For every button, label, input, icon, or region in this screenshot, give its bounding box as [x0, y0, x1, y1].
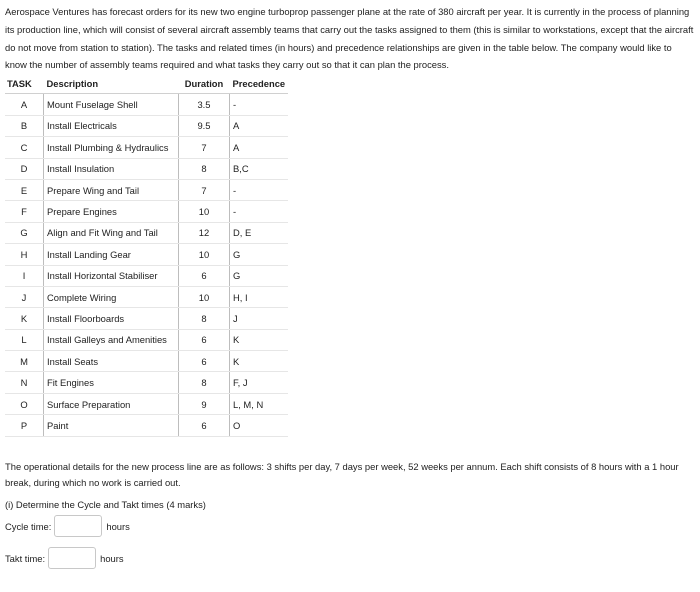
task-duration: 6	[179, 265, 230, 286]
task-description: Mount Fuselage Shell	[44, 94, 179, 115]
table-row	[5, 179, 288, 200]
task-precedence: G	[230, 244, 289, 265]
table-row	[5, 265, 288, 286]
task-duration: 10	[179, 286, 230, 307]
task-duration: 12	[179, 222, 230, 243]
task-precedence: K	[230, 329, 289, 350]
task-duration: 9.5	[179, 115, 230, 136]
task-description: Complete Wiring	[44, 286, 179, 307]
table-row	[5, 158, 288, 179]
task-precedence: -	[230, 94, 289, 115]
task-duration: 8	[179, 308, 230, 329]
table-row	[5, 351, 288, 372]
task-description: Prepare Engines	[44, 201, 179, 222]
task-description: Install Horizontal Stabiliser	[44, 265, 179, 286]
task-table	[5, 73, 288, 437]
task-duration: 7	[179, 137, 230, 158]
task-id: O	[5, 393, 44, 414]
task-id: N	[5, 372, 44, 393]
takt-time-input[interactable]	[48, 547, 96, 569]
table-row	[5, 415, 288, 436]
task-description: Install Plumbing & Hydraulics	[44, 137, 179, 158]
task-id: M	[5, 351, 44, 372]
operational-details: The operational details for the new process line are as follows: 3 shifts per day, 7 days per week, 52 weeks per annum. Each shift consists of 8 hours with a 1 hour break, during which no work is carried out.	[5, 461, 679, 488]
task-id: P	[5, 415, 44, 436]
takt-time-row	[5, 547, 124, 569]
table-row	[5, 372, 288, 393]
task-precedence: H, I	[230, 286, 289, 307]
task-duration: 8	[179, 372, 230, 393]
task-id: C	[5, 137, 44, 158]
task-id: K	[5, 308, 44, 329]
task-id: A	[5, 94, 44, 115]
task-precedence: G	[230, 265, 289, 286]
header-description: Description	[44, 73, 179, 94]
cycle-time-input[interactable]	[54, 515, 102, 537]
task-id: D	[5, 158, 44, 179]
task-id: F	[5, 201, 44, 222]
intro-paragraph: Aerospace Ventures has forecast orders for its new two engine turboprop passenger plane at the rate of 380 aircraft per year. It is currently in the process of planning its production line, which will consist of several aircraft assembly teams that carry out the tasks assigned to them (this is similar to workstations, except that the aircraft do not move from station to station). The tasks and related times (in hours) and precedence relationships are given in the table below. The company would like to know the number of assembly teams required and what tasks they carry out so that it can plan the process.	[5, 6, 694, 71]
task-id: G	[5, 222, 44, 243]
task-description: Install Galleys and Amenities	[44, 329, 179, 350]
table-row	[5, 308, 288, 329]
task-description: Install Insulation	[44, 158, 179, 179]
task-precedence: A	[230, 137, 289, 158]
table-row	[5, 329, 288, 350]
task-id: I	[5, 265, 44, 286]
task-precedence: O	[230, 415, 289, 436]
table-row	[5, 137, 288, 158]
table-row	[5, 94, 288, 115]
takt-time-label: Takt time:	[5, 552, 46, 564]
header-duration: Duration	[179, 73, 230, 94]
task-precedence: -	[230, 201, 289, 222]
task-description: Prepare Wing and Tail	[44, 179, 179, 200]
task-description: Install Floorboards	[44, 308, 179, 329]
task-duration: 3.5	[179, 94, 230, 115]
cycle-time-unit: hours	[106, 520, 130, 532]
task-duration: 8	[179, 158, 230, 179]
task-id: B	[5, 115, 44, 136]
table-row	[5, 201, 288, 222]
task-duration: 6	[179, 415, 230, 436]
task-description: Paint	[44, 415, 179, 436]
table-row	[5, 244, 288, 265]
task-precedence: B,C	[230, 158, 289, 179]
task-description: Fit Engines	[44, 372, 179, 393]
task-description: Align and Fit Wing and Tail	[44, 222, 179, 243]
task-precedence: J	[230, 308, 289, 329]
cycle-time-row	[5, 515, 130, 537]
task-precedence: F, J	[230, 372, 289, 393]
table-row	[5, 393, 288, 414]
takt-time-unit: hours	[100, 552, 124, 564]
table-header-row	[5, 73, 288, 94]
task-duration: 9	[179, 393, 230, 414]
task-duration: 10	[179, 244, 230, 265]
task-precedence: -	[230, 179, 289, 200]
task-precedence: K	[230, 351, 289, 372]
task-id: H	[5, 244, 44, 265]
task-id: J	[5, 286, 44, 307]
task-precedence: A	[230, 115, 289, 136]
task-duration: 6	[179, 329, 230, 350]
question-text: (i) Determine the Cycle and Takt times (4 marks)	[5, 499, 206, 510]
header-task: TASK	[5, 73, 44, 94]
task-description: Surface Preparation	[44, 393, 179, 414]
task-duration: 10	[179, 201, 230, 222]
cycle-time-label: Cycle time:	[5, 520, 52, 532]
table-row	[5, 222, 288, 243]
table-row	[5, 286, 288, 307]
task-precedence: D, E	[230, 222, 289, 243]
task-id: E	[5, 179, 44, 200]
table-row	[5, 115, 288, 136]
task-id: L	[5, 329, 44, 350]
task-table-body	[5, 94, 288, 436]
task-description: Install Landing Gear	[44, 244, 179, 265]
header-precedence: Precedence	[230, 73, 289, 94]
task-description: Install Electricals	[44, 115, 179, 136]
task-duration: 7	[179, 179, 230, 200]
task-duration: 6	[179, 351, 230, 372]
task-description: Install Seats	[44, 351, 179, 372]
task-precedence: L, M, N	[230, 393, 289, 414]
